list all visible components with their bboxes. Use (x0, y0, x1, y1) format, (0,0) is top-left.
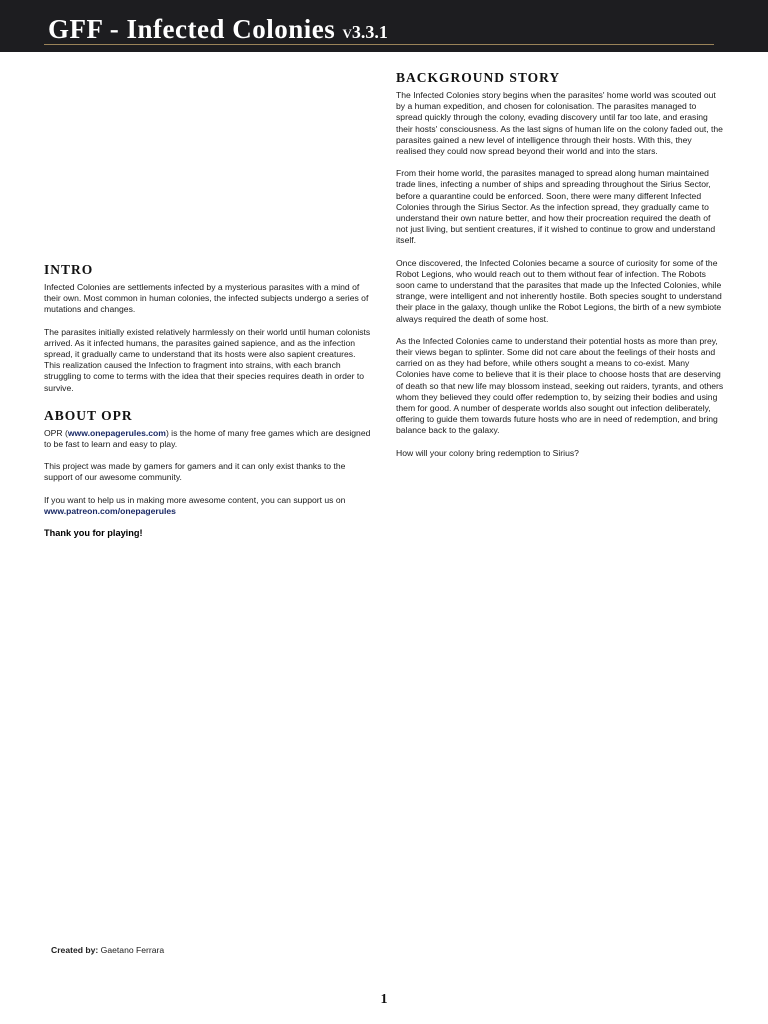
about-paragraph-1 (44, 428, 372, 450)
background-section (396, 70, 724, 459)
background-paragraph-4: As the Infected Colonies came to understand their potential hosts as more than prey, their views began to splinter. Some did not care about the feelings of their hosts and carried on as they had before, while others sought a means to co-exist. Many Colonies have come to believe that it is their place to choose hosts that are deserving of death so that new life may blossom instead, seeking out raiders, tyrants, and others whom they believed they could offer redemption to, by seizing their bodies and using them for good. A number of desperate worlds also sought out infection deliberately, offering to guide them towards future hosts who are in need of redemption, and bring balance back to the galaxy. (396, 335, 724, 436)
background-paragraph-5: How will your colony bring redemption to Sirius? (396, 447, 579, 458)
patreon-link[interactable]: www.patreon.com/onepagerules (44, 505, 176, 516)
credit-line (51, 945, 164, 955)
onepagerules-link[interactable]: www.onepagerules.com (67, 427, 166, 438)
left-column (44, 262, 372, 550)
background-paragraph-3: Once discovered, the Infected Colonies became a source of curiosity for some of the Robot Legions, who would reach out to them without fear of infection. The Robots soon came to understand that the parasites that made up the Infected Colonies, while strange, were intelligent and not inherently hostile. Both species sought to understand their place in the galaxy, though unlike the Robot Legions, the birth of a new symbiote always required the death of some host. (396, 257, 722, 324)
title-text: GFF - Infected Colonies (48, 14, 336, 44)
thank-you-text: Thank you for playing! (44, 528, 143, 539)
background-paragraph-2: From their home world, the parasites managed to spread along human maintained trade lines, infecting a number of ships and spreading throughout the Sirius Sector, before a quarantine could be enforced. Soon, there were many different Infected Colonies through the Sirius Sector. As the infection spread, they gradually came to understand their own nature better, and how their procreation required the death of not just living, but sentient creatures, if it wished to continue to grow and understand itself. (396, 168, 716, 246)
right-column (396, 70, 724, 470)
page-header (0, 0, 768, 52)
about-p1-prefix: OPR ( (44, 427, 68, 438)
about-heading: ABOUT OPR (44, 407, 133, 423)
about-p1-suffix: ) is the home of many free games which are designed to be fast to learn and easy to play. (44, 427, 371, 450)
intro-paragraph-2: The parasites initially existed relatively harmlessly on their world until human colonists arrived. As it infected humans, the parasites gained sapience, and as the infection spread, it gradually came to understand that its hosts were also sapient creatures. This realization caused the Infection to fragment into strains, with each branch struggling to come to terms with the idea that their species requires death in order to survive. (44, 326, 371, 393)
about-paragraph-2: This project was made by gamers for gamers and it can only exist thanks to the support of our awesome community. (44, 461, 346, 483)
credit-name: Gaetano Ferrara (100, 945, 165, 955)
intro-heading: INTRO (44, 262, 94, 277)
background-heading: BACKGROUND STORY (396, 70, 561, 85)
intro-section (44, 262, 372, 394)
version-label: v3.3.1 (342, 22, 388, 42)
about-paragraph-3 (44, 495, 372, 517)
header-divider (44, 44, 714, 45)
credit-label: Created by: (51, 945, 99, 955)
background-paragraph-1: The Infected Colonies story begins when the parasites' home world was scouted out by a human expedition, and chosen for colonisation. The parasites managed to spread quickly through the colony, evading discovery until far too late, and erasing their hosts' consciousness. As the last signs of human life on the colony faded out, the parasites gained a new level of intelligence through their hosts. With this, they realised they could now spread beyond their world and into the stars. (396, 90, 723, 157)
about-section (44, 408, 372, 539)
intro-paragraph-1: Infected Colonies are settlements infected by a mysterious parasites with a mind of their own. Most common in human colonies, the infected subjects undergo a series of mutations and changes. (44, 282, 369, 315)
about-p3-prefix: If you want to help us in making more awesome content, you can support us on (44, 494, 346, 505)
page-number: 1 (380, 992, 388, 1007)
